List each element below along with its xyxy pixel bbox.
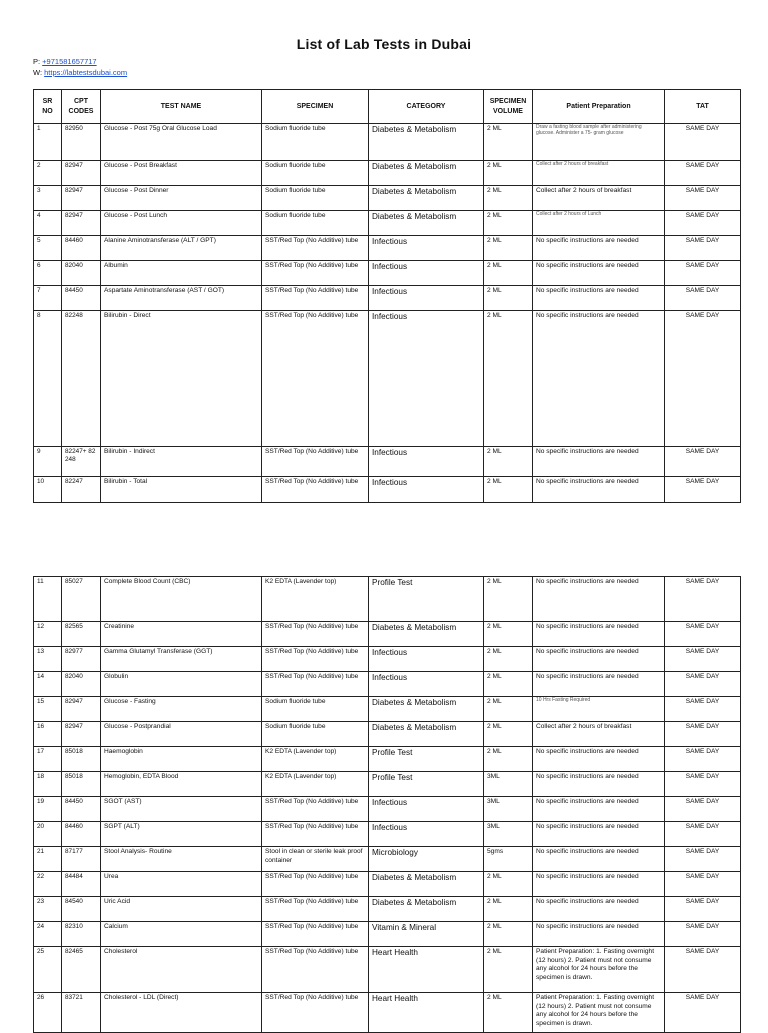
table-row	[34, 577, 741, 622]
patient-preparation-cell: No specific instructions are needed	[533, 772, 665, 797]
cpt-code-cell: 84540	[62, 897, 101, 922]
tat-cell: SAME DAY	[665, 822, 741, 847]
specimen-cell: K2 EDTA (Lavender top)	[262, 577, 369, 622]
patient-preparation-cell: No specific instructions are needed	[533, 236, 665, 261]
test-name-cell: SGPT (ALT)	[101, 822, 262, 847]
patient-preparation-cell: No specific instructions are needed	[533, 261, 665, 286]
specimen-cell: Sodium fluoride tube	[262, 124, 369, 161]
test-name-cell: Urea	[101, 872, 262, 897]
specimen-volume-cell: 3ML	[484, 772, 533, 797]
cpt-code-cell: 87177	[62, 847, 101, 872]
table-row	[34, 772, 741, 797]
sr-no-cell: 19	[34, 797, 62, 822]
cpt-code-cell: 82947	[62, 211, 101, 236]
cpt-code-cell: 84460	[62, 822, 101, 847]
cpt-code-cell: 82947	[62, 722, 101, 747]
category-cell: Microbiology	[369, 847, 484, 872]
test-name-cell: Aspartate Aminotransferase (AST / GOT)	[101, 286, 262, 311]
table-header-row	[34, 90, 741, 124]
test-name-cell: Creatinine	[101, 622, 262, 647]
tat-cell: SAME DAY	[665, 161, 741, 186]
patient-preparation-cell: No specific instructions are needed	[533, 822, 665, 847]
test-name-cell: Gamma Glutamyl Transferase (GGT)	[101, 647, 262, 672]
tat-cell: SAME DAY	[665, 772, 741, 797]
patient-preparation-cell: No specific instructions are needed	[533, 747, 665, 772]
patient-preparation-cell: No specific instructions are needed	[533, 847, 665, 872]
specimen-cell: SST/Red Top (No Additive) tube	[262, 477, 369, 503]
tat-cell: SAME DAY	[665, 747, 741, 772]
table-row	[34, 647, 741, 672]
specimen-volume-cell: 2 ML	[484, 747, 533, 772]
sr-no-cell: 26	[34, 993, 62, 1033]
specimen-cell: Sodium fluoride tube	[262, 697, 369, 722]
specimen-cell: SST/Red Top (No Additive) tube	[262, 947, 369, 993]
tat-cell: SAME DAY	[665, 947, 741, 993]
specimen-volume-cell: 3ML	[484, 797, 533, 822]
category-cell: Infectious	[369, 647, 484, 672]
cpt-code-cell: 82947	[62, 697, 101, 722]
header-specimen-volume: SPECIMEN VOLUME	[484, 90, 533, 124]
patient-preparation-cell: No specific instructions are needed	[533, 797, 665, 822]
test-name-cell: Bilirubin - Total	[101, 477, 262, 503]
test-name-cell: Glucose - Fasting	[101, 697, 262, 722]
cpt-code-cell: 82247+ 82 248	[62, 447, 101, 477]
specimen-volume-cell: 2 ML	[484, 211, 533, 236]
test-name-cell: Alanine Aminotransferase (ALT / GPT)	[101, 236, 262, 261]
cpt-code-cell: 84484	[62, 872, 101, 897]
cpt-code-cell: 82565	[62, 622, 101, 647]
patient-preparation-cell: Patient Preparation: 1. Fasting overnight (12 hours) 2. Patient must not consume any alcohol for 24 hours before the specimen is drawn.	[533, 993, 665, 1033]
table-row	[34, 124, 741, 161]
cpt-code-cell: 85018	[62, 772, 101, 797]
patient-preparation-cell: No specific instructions are needed	[533, 311, 665, 447]
cpt-code-cell: 82950	[62, 124, 101, 161]
sr-no-cell: 15	[34, 697, 62, 722]
table-row	[34, 236, 741, 261]
test-name-cell: Glucose - Post Breakfast	[101, 161, 262, 186]
specimen-volume-cell: 2 ML	[484, 261, 533, 286]
tat-cell: SAME DAY	[665, 186, 741, 211]
sr-no-cell: 10	[34, 477, 62, 503]
header-patient-preparation: Patient Preparation	[533, 90, 665, 124]
cpt-code-cell: 82947	[62, 186, 101, 211]
test-name-cell: Glucose - Postprandial	[101, 722, 262, 747]
tat-cell: SAME DAY	[665, 993, 741, 1033]
sr-no-cell: 5	[34, 236, 62, 261]
cpt-code-cell: 82248	[62, 311, 101, 447]
cpt-code-cell: 85018	[62, 747, 101, 772]
patient-preparation-cell: No specific instructions are needed	[533, 286, 665, 311]
test-name-cell: Globulin	[101, 672, 262, 697]
patient-preparation-cell: No specific instructions are needed	[533, 577, 665, 622]
sr-no-cell: 21	[34, 847, 62, 872]
category-cell: Diabetes & Metabolism	[369, 722, 484, 747]
cpt-code-cell: 82040	[62, 261, 101, 286]
contact-web-line	[33, 68, 127, 77]
patient-preparation-cell: No specific instructions are needed	[533, 922, 665, 947]
specimen-volume-cell: 2 ML	[484, 447, 533, 477]
web-prefix: W:	[33, 68, 45, 77]
category-cell: Infectious	[369, 822, 484, 847]
specimen-volume-cell: 2 ML	[484, 647, 533, 672]
category-cell: Infectious	[369, 311, 484, 447]
cpt-code-cell: 82310	[62, 922, 101, 947]
sr-no-cell: 22	[34, 872, 62, 897]
sr-no-cell: 9	[34, 447, 62, 477]
tat-cell: SAME DAY	[665, 847, 741, 872]
cpt-code-cell: 84450	[62, 286, 101, 311]
lab-tests-table-page-2	[33, 576, 741, 1033]
test-name-cell: Albumin	[101, 261, 262, 286]
table-row	[34, 797, 741, 822]
test-name-cell: Complete Blood Count (CBC)	[101, 577, 262, 622]
table-row	[34, 311, 741, 447]
specimen-volume-cell: 2 ML	[484, 697, 533, 722]
specimen-volume-cell: 2 ML	[484, 993, 533, 1033]
cpt-code-cell: 82247	[62, 477, 101, 503]
category-cell: Diabetes & Metabolism	[369, 186, 484, 211]
table-row	[34, 872, 741, 897]
cpt-code-cell: 84460	[62, 236, 101, 261]
phone-prefix: P:	[33, 57, 43, 66]
tat-cell: SAME DAY	[665, 311, 741, 447]
tat-cell: SAME DAY	[665, 797, 741, 822]
patient-preparation-cell: Collect after 2 hours of breakfast	[533, 186, 665, 211]
specimen-cell: SST/Red Top (No Additive) tube	[262, 822, 369, 847]
sr-no-cell: 7	[34, 286, 62, 311]
patient-preparation-cell: 10 Hrs Fasting Required	[533, 697, 665, 722]
cpt-code-cell: 84450	[62, 797, 101, 822]
test-name-cell: Bilirubin - Indirect	[101, 447, 262, 477]
table-row	[34, 211, 741, 236]
table-row	[34, 161, 741, 186]
tat-cell: SAME DAY	[665, 577, 741, 622]
table-row	[34, 993, 741, 1033]
specimen-cell: SST/Red Top (No Additive) tube	[262, 236, 369, 261]
specimen-volume-cell: 2 ML	[484, 477, 533, 503]
test-name-cell: Glucose - Post Lunch	[101, 211, 262, 236]
specimen-cell: SST/Red Top (No Additive) tube	[262, 897, 369, 922]
category-cell: Profile Test	[369, 747, 484, 772]
patient-preparation-cell: Collect after 2 hours of breakfast	[533, 722, 665, 747]
category-cell: Infectious	[369, 797, 484, 822]
specimen-volume-cell: 2 ML	[484, 722, 533, 747]
test-name-cell: Stool Analysis- Routine	[101, 847, 262, 872]
tat-cell: SAME DAY	[665, 872, 741, 897]
category-cell: Diabetes & Metabolism	[369, 211, 484, 236]
test-name-cell: SGOT (AST)	[101, 797, 262, 822]
tat-cell: SAME DAY	[665, 447, 741, 477]
test-name-cell: Uric Acid	[101, 897, 262, 922]
lab-tests-table-page-1	[33, 89, 741, 503]
category-cell: Infectious	[369, 672, 484, 697]
table-row	[34, 747, 741, 772]
table-row	[34, 697, 741, 722]
category-cell: Diabetes & Metabolism	[369, 622, 484, 647]
specimen-volume-cell: 2 ML	[484, 311, 533, 447]
patient-preparation-cell: No specific instructions are needed	[533, 897, 665, 922]
test-name-cell: Haemoglobin	[101, 747, 262, 772]
specimen-volume-cell: 5gms	[484, 847, 533, 872]
patient-preparation-cell: Collect after 2 hours of Lunch	[533, 211, 665, 236]
specimen-cell: Sodium fluoride tube	[262, 186, 369, 211]
tat-cell: SAME DAY	[665, 261, 741, 286]
sr-no-cell: 14	[34, 672, 62, 697]
category-cell: Diabetes & Metabolism	[369, 161, 484, 186]
sr-no-cell: 13	[34, 647, 62, 672]
specimen-cell: SST/Red Top (No Additive) tube	[262, 872, 369, 897]
category-cell: Profile Test	[369, 772, 484, 797]
category-cell: Heart Health	[369, 993, 484, 1033]
specimen-cell: SST/Red Top (No Additive) tube	[262, 622, 369, 647]
specimen-volume-cell: 2 ML	[484, 124, 533, 161]
cpt-code-cell: 85027	[62, 577, 101, 622]
category-cell: Infectious	[369, 447, 484, 477]
specimen-volume-cell: 2 ML	[484, 897, 533, 922]
sr-no-cell: 3	[34, 186, 62, 211]
specimen-volume-cell: 2 ML	[484, 161, 533, 186]
tat-cell: SAME DAY	[665, 722, 741, 747]
table-row	[34, 922, 741, 947]
test-name-cell: Bilirubin - Direct	[101, 311, 262, 447]
specimen-cell: K2 EDTA (Lavender top)	[262, 747, 369, 772]
tat-cell: SAME DAY	[665, 922, 741, 947]
test-name-cell: Glucose - Post 75g Oral Glucose Load	[101, 124, 262, 161]
contact-phone-line	[33, 57, 97, 66]
sr-no-cell: 20	[34, 822, 62, 847]
specimen-cell: SST/Red Top (No Additive) tube	[262, 261, 369, 286]
table-row	[34, 186, 741, 211]
specimen-cell: SST/Red Top (No Additive) tube	[262, 447, 369, 477]
table-row	[34, 897, 741, 922]
cpt-code-cell: 83721	[62, 993, 101, 1033]
sr-no-cell: 8	[34, 311, 62, 447]
header-test-name: TEST NAME	[101, 90, 262, 124]
table-row	[34, 947, 741, 993]
category-cell: Diabetes & Metabolism	[369, 897, 484, 922]
patient-preparation-cell: No specific instructions are needed	[533, 647, 665, 672]
category-cell: Heart Health	[369, 947, 484, 993]
tat-cell: SAME DAY	[665, 124, 741, 161]
patient-preparation-cell: No specific instructions are needed	[533, 622, 665, 647]
website-link[interactable]: https://labtestsdubai.com	[44, 68, 128, 77]
sr-no-cell: 18	[34, 772, 62, 797]
category-cell: Infectious	[369, 236, 484, 261]
specimen-cell: Stool in clean or sterile leak proof container	[262, 847, 369, 872]
specimen-volume-cell: 2 ML	[484, 672, 533, 697]
specimen-cell: Sodium fluoride tube	[262, 722, 369, 747]
category-cell: Diabetes & Metabolism	[369, 872, 484, 897]
tat-cell: SAME DAY	[665, 622, 741, 647]
test-name-cell: Glucose - Post Dinner	[101, 186, 262, 211]
sr-no-cell: 4	[34, 211, 62, 236]
specimen-volume-cell: 2 ML	[484, 622, 533, 647]
specimen-cell: Sodium fluoride tube	[262, 211, 369, 236]
tat-cell: SAME DAY	[665, 897, 741, 922]
category-cell: Infectious	[369, 477, 484, 503]
sr-no-cell: 17	[34, 747, 62, 772]
table-row	[34, 822, 741, 847]
specimen-cell: SST/Red Top (No Additive) tube	[262, 993, 369, 1033]
table-row	[34, 847, 741, 872]
tat-cell: SAME DAY	[665, 477, 741, 503]
category-cell: Infectious	[369, 286, 484, 311]
sr-no-cell: 25	[34, 947, 62, 993]
category-cell: Profile Test	[369, 577, 484, 622]
tat-cell: SAME DAY	[665, 236, 741, 261]
sr-no-cell: 1	[34, 124, 62, 161]
patient-preparation-cell: No specific instructions are needed	[533, 672, 665, 697]
table-row	[34, 261, 741, 286]
sr-no-cell: 24	[34, 922, 62, 947]
specimen-cell: Sodium fluoride tube	[262, 161, 369, 186]
tat-cell: SAME DAY	[665, 286, 741, 311]
patient-preparation-cell: Collect after 2 hours of breakfast	[533, 161, 665, 186]
specimen-volume-cell: 2 ML	[484, 922, 533, 947]
patient-preparation-cell: Draw a fasting blood sample after administering glucose. Administer a 75- gram glucose	[533, 124, 665, 161]
cpt-code-cell: 82947	[62, 161, 101, 186]
specimen-volume-cell: 2 ML	[484, 286, 533, 311]
specimen-cell: SST/Red Top (No Additive) tube	[262, 647, 369, 672]
header-tat: TAT	[665, 90, 741, 124]
table-row	[34, 477, 741, 503]
test-name-cell: Cholesterol	[101, 947, 262, 993]
sr-no-cell: 16	[34, 722, 62, 747]
phone-link[interactable]: +971581657717	[42, 57, 97, 66]
table-row	[34, 622, 741, 647]
header-category: CATEGORY	[369, 90, 484, 124]
patient-preparation-cell: Patient Preparation: 1. Fasting overnight (12 hours) 2. Patient must not consume any alcohol for 24 hours before the specimen is drawn.	[533, 947, 665, 993]
cpt-code-cell: 82465	[62, 947, 101, 993]
specimen-cell: SST/Red Top (No Additive) tube	[262, 922, 369, 947]
specimen-cell: K2 EDTA (Lavender top)	[262, 772, 369, 797]
specimen-cell: SST/Red Top (No Additive) tube	[262, 797, 369, 822]
sr-no-cell: 6	[34, 261, 62, 286]
specimen-volume-cell: 2 ML	[484, 872, 533, 897]
tat-cell: SAME DAY	[665, 697, 741, 722]
patient-preparation-cell: No specific instructions are needed	[533, 872, 665, 897]
page-title: List of Lab Tests in Dubai	[296, 36, 472, 52]
patient-preparation-cell: No specific instructions are needed	[533, 447, 665, 477]
test-name-cell: Calcium	[101, 922, 262, 947]
sr-no-cell: 2	[34, 161, 62, 186]
tat-cell: SAME DAY	[665, 672, 741, 697]
sr-no-cell: 11	[34, 577, 62, 622]
specimen-volume-cell: 2 ML	[484, 577, 533, 622]
header-specimen: SPECIMEN	[262, 90, 369, 124]
patient-preparation-cell: No specific instructions are needed	[533, 477, 665, 503]
category-cell: Diabetes & Metabolism	[369, 697, 484, 722]
table-row	[34, 447, 741, 477]
table-row	[34, 722, 741, 747]
cpt-code-cell: 82040	[62, 672, 101, 697]
cpt-code-cell: 82977	[62, 647, 101, 672]
specimen-volume-cell: 2 ML	[484, 236, 533, 261]
category-cell: Infectious	[369, 261, 484, 286]
test-name-cell: Hemoglobin, EDTA Blood	[101, 772, 262, 797]
specimen-volume-cell: 2 ML	[484, 947, 533, 993]
test-name-cell: Cholesterol - LDL (Direct)	[101, 993, 262, 1033]
specimen-cell: SST/Red Top (No Additive) tube	[262, 672, 369, 697]
header-cpt-codes: CPT CODES	[62, 90, 101, 124]
sr-no-cell: 23	[34, 897, 62, 922]
header-sr-no: SR NO	[34, 90, 62, 124]
tat-cell: SAME DAY	[665, 211, 741, 236]
sr-no-cell: 12	[34, 622, 62, 647]
specimen-cell: SST/Red Top (No Additive) tube	[262, 311, 369, 447]
category-cell: Diabetes & Metabolism	[369, 124, 484, 161]
specimen-volume-cell: 2 ML	[484, 186, 533, 211]
category-cell: Vitamin & Mineral	[369, 922, 484, 947]
table-row	[34, 286, 741, 311]
specimen-volume-cell: 3ML	[484, 822, 533, 847]
tat-cell: SAME DAY	[665, 647, 741, 672]
table-row	[34, 672, 741, 697]
specimen-cell: SST/Red Top (No Additive) tube	[262, 286, 369, 311]
